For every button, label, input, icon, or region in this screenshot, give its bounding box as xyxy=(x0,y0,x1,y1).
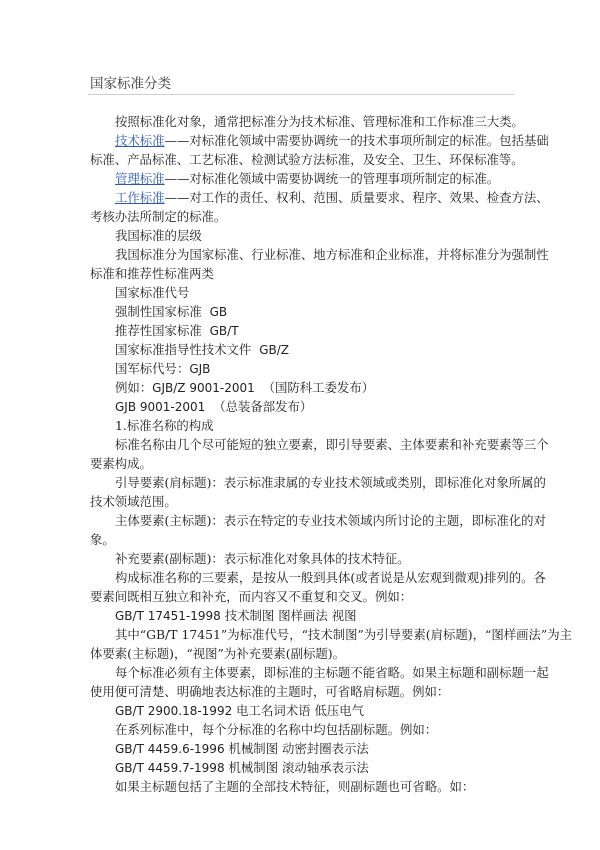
example-prefix: 例如： xyxy=(115,380,153,395)
code-label: 国家标准指导性技术文件 xyxy=(115,342,252,357)
naming-heading: 1.标准名称的构成 xyxy=(115,418,214,433)
example-code: GB/T 2900.18-1992 xyxy=(115,704,233,718)
omit-paragraph: 如果主标题包括了主题的全部技术特征，则副标题也可省略。如： xyxy=(115,779,475,794)
supplement-element-paragraph: 补充要素(副标题)：表示标准化对象具体的技术特征。 xyxy=(115,551,410,566)
intro-paragraph: 按照标准化对象，通常把标准分为技术标准、管理标准和工作标准三大类。 xyxy=(115,114,524,129)
code-line xyxy=(115,340,289,360)
code-line xyxy=(115,321,239,341)
code-value: GB/Z xyxy=(259,343,289,357)
code-value: GJB xyxy=(189,362,211,376)
tech-standard-text-cont: 标准、产品标准、工艺标准、检测试验方法标准，及安全、卫生、环保标准等。 xyxy=(90,152,524,167)
guide-element-paragraph-cont: 技术领域范围。 xyxy=(90,494,177,509)
code-label: 推荐性国家标准 xyxy=(115,323,202,338)
series-paragraph: 在系列标准中，每个分标准的名称中均包括副标题。例如： xyxy=(115,722,438,737)
code-value: GB xyxy=(209,305,228,319)
codes-heading: 国家标准代号 xyxy=(115,285,190,300)
explain-paragraph-cont: 体要素(主标题)，“视图”为补充要素(副标题)。 xyxy=(90,646,346,661)
example-text: 技术制图 图样画法 视图 xyxy=(224,608,357,623)
example-line xyxy=(115,758,369,778)
order-paragraph: 构成标准名称的三要素，是按从一般到具体(或者说是从宏观到微观)排列的。各 xyxy=(115,570,546,585)
levels-paragraph: 我国标准分为国家标准、行业标准、地方标准和企业标准，并将标准分为强制性 xyxy=(115,247,549,262)
example-note: （总装备部发布） xyxy=(213,399,313,414)
title-divider xyxy=(88,94,514,95)
code-label: 强制性国家标准 xyxy=(115,304,202,319)
example-code: GB/T 4459.6-1996 xyxy=(115,742,225,756)
naming-paragraph-cont: 要素构成。 xyxy=(90,456,152,471)
example-code: GJB 9001-2001 xyxy=(115,400,206,414)
work-standard-text: ——对工作的责任、权利、范围、质量要求、程序、效果、检查方法、 xyxy=(164,190,549,205)
work-standard-line xyxy=(115,188,549,207)
tech-standard-text: ——对标准化领域中需要协调统一的技术事项所制定的标准。包括基础 xyxy=(164,133,549,148)
code-line xyxy=(115,359,210,379)
mgmt-standard-link[interactable]: 管理标准 xyxy=(115,171,165,186)
order-paragraph-cont: 要素间既相互独立和补充，而内容又不重复和交叉。例如： xyxy=(90,589,413,604)
main-element-paragraph: 主体要素(主标题)：表示在特定的专业技术领域内所讨论的主题，即标准化的对 xyxy=(115,513,546,528)
naming-paragraph: 标准名称由几个尽可能短的独立要素，即引导要素、主体要素和补充要素等三个 xyxy=(115,437,549,452)
example-line xyxy=(115,606,357,626)
explain-paragraph: 其中“GB/T 17451”为标准代号，“技术制图”为引导要素(肩标题)，“图样画法”为主 xyxy=(115,627,573,642)
mgmt-standard-text: ——对标准化领域中需要协调统一的管理事项所制定的标准。 xyxy=(164,171,500,186)
mgmt-standard-line xyxy=(115,169,499,188)
example-text: 机械制图 动密封圈表示法 xyxy=(228,741,369,756)
tech-standard-line xyxy=(115,131,549,150)
page-title: 国家标准分类 xyxy=(90,76,171,92)
code-line xyxy=(115,302,227,322)
example-line xyxy=(115,397,312,417)
example-line xyxy=(115,739,369,759)
example-code: GJB/Z 9001-2001 xyxy=(152,381,255,395)
guide-element-paragraph: 引导要素(肩标题)：表示标准隶属的专业技术领域或类别，即标准化对象所属的 xyxy=(115,475,546,490)
levels-paragraph-cont: 标准和推荐性标准两类 xyxy=(90,266,214,281)
code-value: GB/T xyxy=(209,324,239,338)
main-element-paragraph-cont: 象。 xyxy=(90,532,115,547)
rule-paragraph-cont: 使用便可清楚、明确地表达标准的主题时，可省略肩标题。例如： xyxy=(90,684,450,699)
rule-paragraph: 每个标准必须有主体要素，即标准的主标题不能省略。如果主标题和副标题一起 xyxy=(115,665,549,680)
example-line xyxy=(115,378,374,398)
example-code: GB/T 4459.7-1998 xyxy=(115,761,225,775)
levels-heading: 我国标准的层级 xyxy=(115,228,202,243)
work-standard-link[interactable]: 工作标准 xyxy=(115,190,165,205)
example-line xyxy=(115,701,364,721)
example-code: GB/T 17451-1998 xyxy=(115,609,221,623)
code-label: 国军标代号： xyxy=(115,361,190,376)
work-standard-text-cont: 考核办法所制定的标准。 xyxy=(90,209,227,224)
example-text: 机械制图 滚动轴承表示法 xyxy=(228,760,369,775)
tech-standard-link[interactable]: 技术标准 xyxy=(115,133,165,148)
example-note: （国防科工委发布） xyxy=(262,380,375,395)
example-text: 电工名词术语 低压电气 xyxy=(236,703,365,718)
